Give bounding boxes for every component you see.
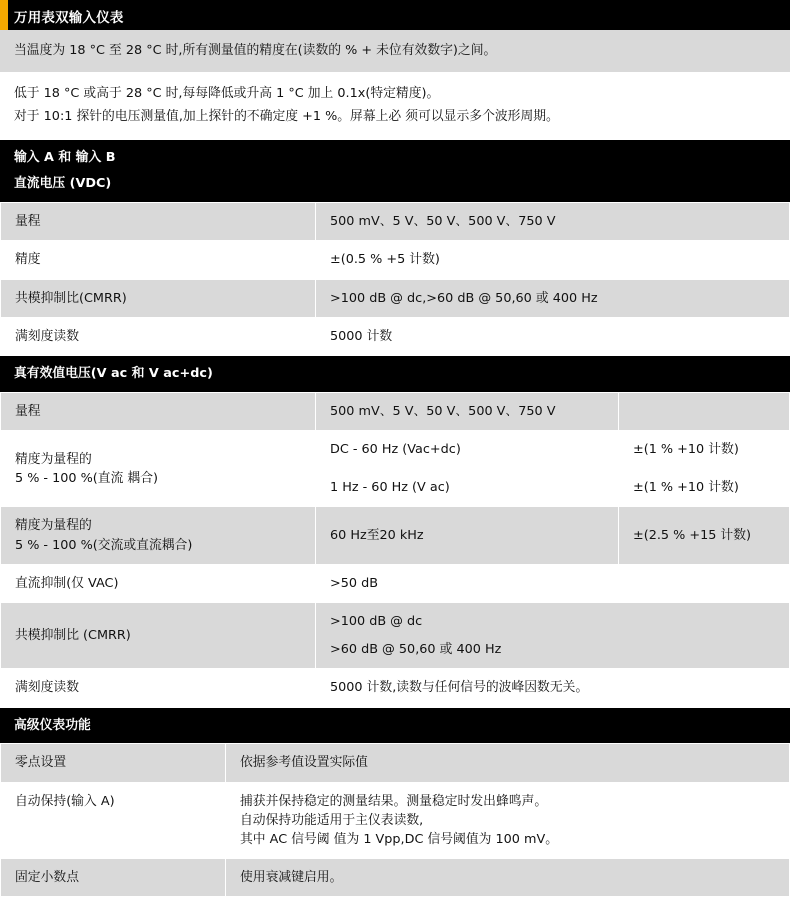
row-value: 500 mV、5 V、50 V、500 V、750 V [316, 203, 790, 241]
section-header-truerms [0, 356, 790, 392]
row-value: ±(1 % +10 计数) [619, 469, 790, 507]
intro-note-white [0, 72, 790, 139]
row-value: 500 mV、5 V、50 V、500 V、750 V [316, 392, 619, 430]
row-label: 直流抑制(仅 VAC) [1, 564, 316, 602]
row-value-line-1: 捕获并保持稳定的测量结果。测量稳定时发出蜂鸣声。 [240, 793, 548, 809]
section-title-inputs: 输入 A 和 输入 B [14, 149, 116, 165]
table-row [1, 744, 790, 782]
row-label: 满刻度读数 [1, 669, 316, 707]
row-value-empty [619, 392, 790, 430]
spec-table-truerms [0, 392, 790, 708]
row-value: >50 dB [316, 564, 790, 602]
table-row [1, 669, 790, 707]
row-value-line-2: >60 dB @ 50,60 或 400 Hz [330, 642, 502, 658]
row-label-line-1: 精度为量程的 [15, 518, 92, 534]
row-value: ±(1 % +10 计数) [619, 431, 790, 469]
row-label: 固定小数点 [1, 859, 226, 897]
row-label: 精度 [1, 241, 316, 279]
section-title-truerms: 真有效值电压(V ac 和 V ac+dc) [14, 366, 213, 382]
row-value: 60 Hz至20 kHz [316, 507, 619, 564]
row-value: >100 dB @ dc,>60 dB @ 50,60 或 400 Hz [316, 279, 790, 317]
row-label [1, 431, 316, 507]
spec-table-vdc [0, 202, 790, 356]
row-value: 5000 计数 [316, 317, 790, 355]
row-value-line-2: 自动保持功能适用于主仪表读数, [240, 812, 424, 828]
row-label: 量程 [1, 392, 316, 430]
row-value: ±(0.5 % +5 计数) [316, 241, 790, 279]
row-label-line-2: 5 % - 100 %(交流或直流耦合) [15, 537, 193, 553]
table-row [1, 241, 790, 279]
page-header [0, 0, 790, 30]
row-value: 1 Hz - 60 Hz (V ac) [316, 469, 619, 507]
table-row [1, 859, 790, 897]
row-value [226, 782, 790, 859]
row-label: 量程 [1, 203, 316, 241]
row-value: 5000 计数,读数与任何信号的波峰因数无关。 [316, 669, 790, 707]
table-row [1, 564, 790, 602]
table-row [1, 602, 790, 668]
row-value: 使用衰减键启用。 [226, 859, 790, 897]
row-value: DC - 60 Hz (Vac+dc) [316, 431, 619, 469]
intro-line-2: 对于 10:1 探针的电压测量值,加上探针的不确定度 +1 %。屏幕上必 须可以显示多个波形周期。 [14, 108, 559, 124]
table-row [1, 203, 790, 241]
row-label-line-2: 5 % - 100 %(直流 耦合) [15, 470, 159, 486]
spec-table-advanced [0, 743, 790, 897]
section-header-advanced [0, 708, 790, 744]
table-row [1, 392, 790, 430]
row-label: 自动保持(输入 A) [1, 782, 226, 859]
row-value: ±(2.5 % +15 计数) [619, 507, 790, 564]
accent-stripe [0, 0, 8, 30]
row-label: 满刻度读数 [1, 317, 316, 355]
table-row [1, 782, 790, 859]
row-label [1, 507, 316, 564]
row-value: 依据参考值设置实际值 [226, 744, 790, 782]
section-header-inputs [0, 140, 790, 203]
page-title: 万用表双输入仪表 [14, 10, 124, 26]
intro-note-grey: 当温度为 18 °C 至 28 °C 时,所有测量值的精度在(读数的 % + 未位有效数字)之间。 [0, 30, 790, 72]
row-label: 零点设置 [1, 744, 226, 782]
table-row [1, 507, 790, 564]
intro-line-1: 低于 18 °C 或高于 28 °C 时,每每降低或升高 1 °C 加上 0.1x(特定精度)。 [14, 86, 440, 102]
row-value-line-3: 其中 AC 信号阈 值为 1 Vpp,DC 信号阈值为 100 mV。 [240, 831, 559, 847]
table-row [1, 279, 790, 317]
table-row [1, 431, 790, 469]
row-value [316, 602, 790, 668]
section-subtitle-vdc: 直流电压 (VDC) [14, 176, 112, 192]
table-row [1, 317, 790, 355]
row-label: 共模抑制比 (CMRR) [1, 602, 316, 668]
row-label-line-1: 精度为量程的 [15, 451, 92, 467]
row-value-line-1: >100 dB @ dc [330, 613, 423, 629]
section-title-advanced: 高级仪表功能 [14, 717, 91, 733]
row-label: 共模抑制比(CMRR) [1, 279, 316, 317]
